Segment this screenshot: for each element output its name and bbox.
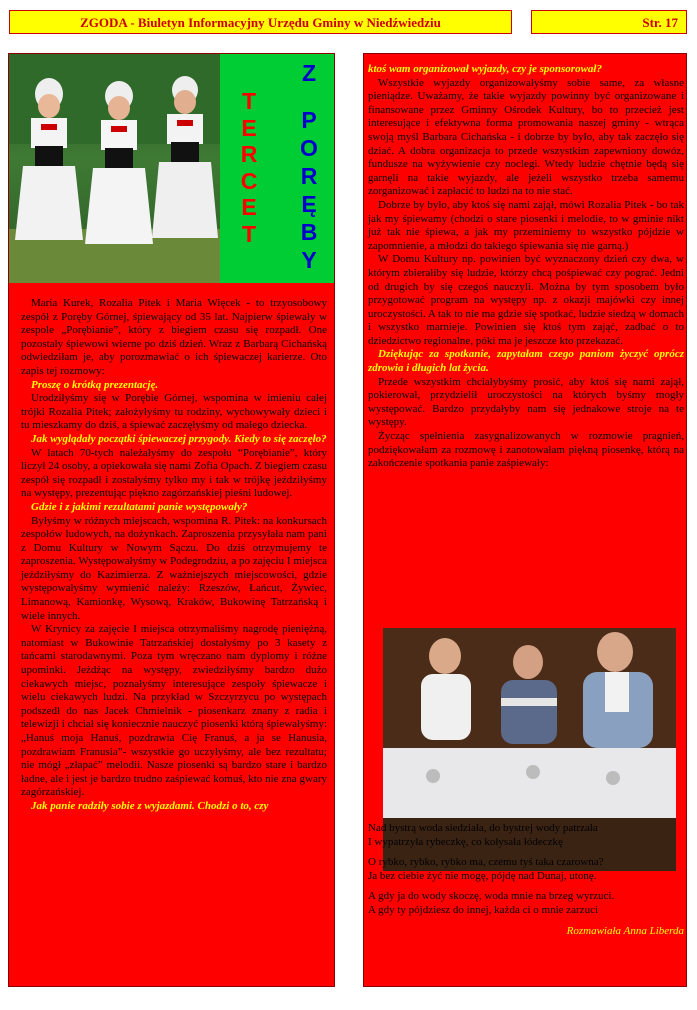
letter: O	[300, 135, 318, 161]
page-number: Str. 17	[531, 10, 687, 34]
letter: Ę	[301, 191, 317, 217]
stanza	[368, 822, 684, 849]
question: Jak wyglądały początki śpiewaczej przygody. Kiedy to się zaczęło?	[31, 432, 327, 445]
paragraph: W latach 70-tych należałyśmy do zespołu “Porębianie”, który liczył 24 osoby, a opiekowała się nami Zofia Opach. Z biegiem czasu zespół się rozpadł i zostałyśmy tylko my i tak w trójkę jeździłyśmy na występy, prezentując piękno zagórzańskiej pieśni ludowej.	[21, 446, 327, 500]
lyric-line: O rybko, rybko, rybko ma, czemu tyś taka czarowna?	[368, 856, 604, 869]
question: Dziękując za spotkanie, zapytałam czego paniom życzyć oprócz zdrowia i długich lat życia.	[368, 348, 684, 375]
paragraph: Życząc spełnienia zasygnalizowanych w rozmowie pragnień, podziękowałam za rozmowę i zanotowałam piękną piosenkę, którą na zakończenie spotkania panie zaśpiewały:	[368, 430, 684, 470]
letter: T	[241, 220, 257, 247]
letter: T	[241, 88, 257, 114]
title-word-z: Z	[301, 60, 317, 86]
right-column	[363, 53, 687, 987]
paragraph: Wszystkie wyjazdy organizowałyśmy sobie same, za własne pieniądze. Uważamy, że takie wyjazdy powinny być organizowane i finansowane przez Gminny Ośrodek Kultury, bo to przecież jest interesujące i efektywna forma promowania naszej gminy - wtrąca swoją myśl Barbara Cichańska - i dobrze by było, aby tak zaczęło się dziać. A dobra organizacja to przede wszystkim zapewniony dowóz, fundusze na wyżywienie czy noclegi. Wtedy ludzie chętnie będą się garnęli na takie wyjazdy, ale jeżeli wszystko trzeba samemu zorganizować i zapłacić to ludzi na to nie stać.	[368, 76, 684, 198]
letter: R	[240, 141, 258, 167]
paragraph: Dobrze by było, aby ktoś się nami zajął, mówi Rozalia Pitek - bo tak jak my śpiewamy (chodzi o stare piosenki i melodie, to w gminie nikt już tak nie śpiewa, a jak my przeminiemy to wszystko pójdzie w zapomnienie, a młodzi do takiego śpiewania się nie garną.)	[368, 198, 684, 252]
lyric-line: Ja bez ciebie żyć nie mogę, pójdę nad Dunaj, utonę.	[368, 869, 597, 882]
letter: B	[300, 219, 318, 245]
letter: C	[240, 167, 258, 194]
question: Proszę o krótką prezentację.	[31, 378, 159, 391]
paragraph: W Domu Kultury np. powinien być wyznaczony dzień czy dwa, w którym zbierałiby się ludzie, którzy chcą pośpiewać czy pograć. Jedni od drugich by się czegoś nauczyli. Można by tym sposobem było przygotować program na występy np. z okazji majówki czy innej uroczystości. A tak to nie ma gdzie się spotkać, ludzie siedzą w domach i wszystko marnieje. Powinien się ktoś tym zająć, zadbać o to dziedzictwo regionalne, póki ma je jeszcze kto przekazać.	[368, 253, 684, 347]
paragraph: Urodziłyśmy się w Porębie Górnej, wspomina w imieniu całej trójki Rozalia Pitek; założyłyśmy tu rodziny, wychowywały dzieci i tu mieszkamy do dziś, a śpiewać zaczęłyśmy od małego dziecka.	[21, 392, 327, 432]
question: Gdzie i z jakimi rezultatami panie występowały?	[31, 500, 248, 513]
stanza	[368, 890, 684, 917]
lyric-line: A gdy ja do wody skoczę, woda mnie na brzeg wyrzuci.	[368, 890, 615, 903]
author-signature: Rozmawiała Anna Liberda	[566, 924, 684, 937]
paragraph: Byłyśmy w różnych miejscach, wspomina R. Pitek: na konkursach zespołów ludowych, na dożynkach. Zaproszenia przysyłała nam pani z Domu Kultury w Nowym Sączu. Do dziś otrzymujemy te zaproszenia. Występowałyśmy w Podegrodziu, a po zajęciu I miejsca jeździłyśmy do Kazimierza. Z ważniejszych miejscowości, gdzie występowałyśmy wymienić należy: Rzeszów, Łańcut, Żywiec, Limanową, Kamionkę, Wysową, Kraków, Bukowinę Tatrzańską i wiele innych.	[21, 514, 327, 622]
title-banner	[220, 54, 334, 283]
photo-three-singers	[9, 54, 220, 283]
title-word-poreby	[294, 106, 324, 274]
left-column	[8, 53, 335, 987]
stanza	[368, 856, 684, 883]
article-text-left	[21, 297, 327, 814]
letter: E	[241, 194, 257, 220]
header-title: ZGODA - Biuletyn Informacyjny Urzędu Gminy w Niedźwiedziu	[9, 10, 512, 34]
paragraph: Przede wszystkim chciałybyśmy prosić, aby ktoś się nami zajął, pokierował, przydzielił uroczystości na których byśmy mogły występować. Bardzo przydałyby nam się jednakowe stroje na te występy.	[368, 375, 684, 429]
lyric-line: A gdy ty pójdziesz do innej, każda ci o mnie zarzuci	[368, 903, 599, 916]
letter: Y	[301, 247, 317, 273]
paragraph: W Krynicy za zajęcie I miejsca otrzymaliśmy nagrodę pieniężną, natomiast w Bukowinie Tatrzańskiej dostałyśmy po 3 kasety z tańcami starodawnymi. Poza tym wręczano nam dyplomy i różne upominki. Jeżdżąc na występy, zwiedziłyśmy bardzo dużo ciekawych miejsc, poznałyśmy interesujące zespoły śpiewacze i wielu ciekawych ludzi. Na przykład w Szczyrzycu po występach podszedł do nas Jacek Chmielnik - piosenkarz znany z radia i telewizji i chciał się koniecznie nauczyć piosenki którą śpiewałyśmy: „Hanuś moja Hanuś, pozdrawia Cię Franuś, a ja se Hanusia, pozdrawiam Franusia”- wszystkie go uczyłyśmy, ale bez rezultatu; nie mógł „złapać” melodii. Nasze piosenki są bardzo stare i bardzo ładne, ale i jest je bardzo trudno zaśpiewać komuś, kto nie zna gwary zagórzańskiej.	[21, 623, 327, 799]
question: ktoś wam organizował wyjazdy, czy je sponsorował?	[368, 63, 602, 75]
lyric-line: Nad bystrą woda siedziała, do bystrej wody patrzała	[368, 822, 598, 834]
question: Jak panie radziły sobie z wyjazdami. Chodzi o to, czy	[31, 799, 269, 812]
lyric-line: I wypatrzyła rybeczkę, co kołysała łódeczkę	[368, 835, 563, 848]
paragraph: Maria Kurek, Rozalia Pitek i Maria Więcek - to trzyosobowy zespół z Poręby Górnej, śpiewający od 35 lat. Najpierw śpiewały w zespole „Porębianie”, który z biegiem czasu się rozpadł. One pozostały śpiewowi wierne po dziś dzień. Wraz z Barbarą Cichańską odwiedziłam je, aby porozmawiać o ich śpiewaczej karierze. Oto zapis tej rozmowy:	[21, 297, 327, 377]
letter: R	[300, 163, 318, 189]
letter: E	[241, 114, 257, 141]
title-word-tercet	[234, 88, 264, 247]
song-lyrics	[368, 822, 684, 938]
letter: P	[301, 107, 317, 133]
article-text-right	[368, 63, 684, 471]
